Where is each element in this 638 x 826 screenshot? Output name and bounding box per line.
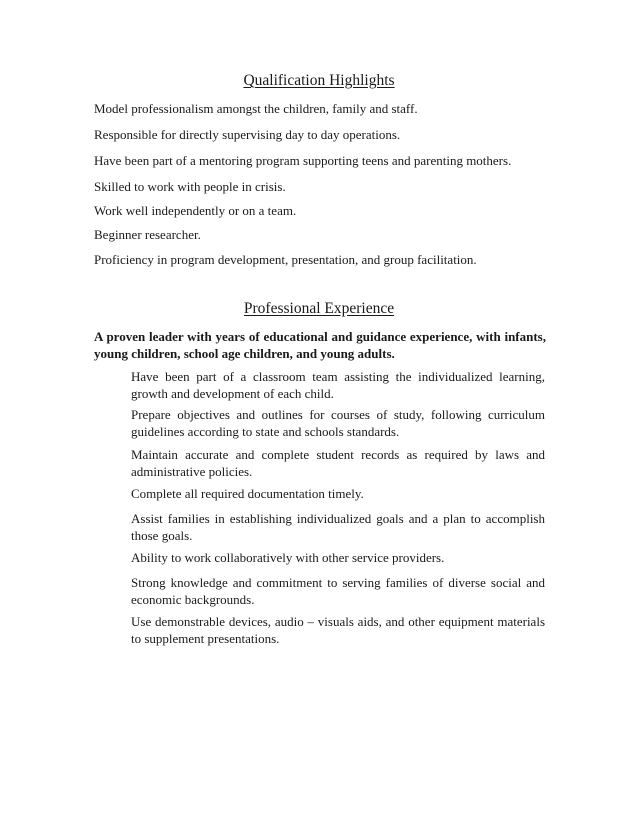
experience-item: Ability to work collaboratively with other service providers. [131, 550, 445, 565]
qualification-item: Beginner researcher. [94, 227, 201, 242]
qualification-item: Have been part of a mentoring program supporting teens and parenting mothers. [94, 153, 512, 168]
qualification-item: Responsible for directly supervising day to day operations. [94, 127, 401, 142]
qualification-highlights-heading: Qualification Highlights [243, 72, 395, 89]
experience-item: Complete all required documentation timely. [131, 486, 364, 501]
experience-intro: A proven leader with years of educational and guidance experience, with infants, young children, school age children, and young adults. [94, 329, 546, 361]
experience-item: Use demonstrable devices, audio – visuals aids, and other equipment materials to supplement presentations. [131, 614, 545, 646]
experience-item: Assist families in establishing individualized goals and a plan to accomplish those goals. [131, 511, 545, 543]
qualification-item: Work well independently or on a team. [94, 203, 297, 218]
experience-item: Have been part of a classroom team assisting the individualized learning, growth and development of each child. [131, 369, 545, 401]
qualification-item: Proficiency in program development, presentation, and group facilitation. [94, 252, 477, 267]
qualification-item: Skilled to work with people in crisis. [94, 179, 286, 194]
experience-item: Prepare objectives and outlines for courses of study, following curriculum guidelines according to state and schools standards. [131, 407, 545, 439]
qualification-item: Model professionalism amongst the children, family and staff. [94, 101, 418, 116]
professional-experience-heading: Professional Experience [243, 300, 395, 317]
experience-item: Maintain accurate and complete student records as required by laws and administrative policies. [131, 447, 545, 479]
experience-item: Strong knowledge and commitment to serving families of diverse social and economic backgrounds. [131, 575, 545, 607]
